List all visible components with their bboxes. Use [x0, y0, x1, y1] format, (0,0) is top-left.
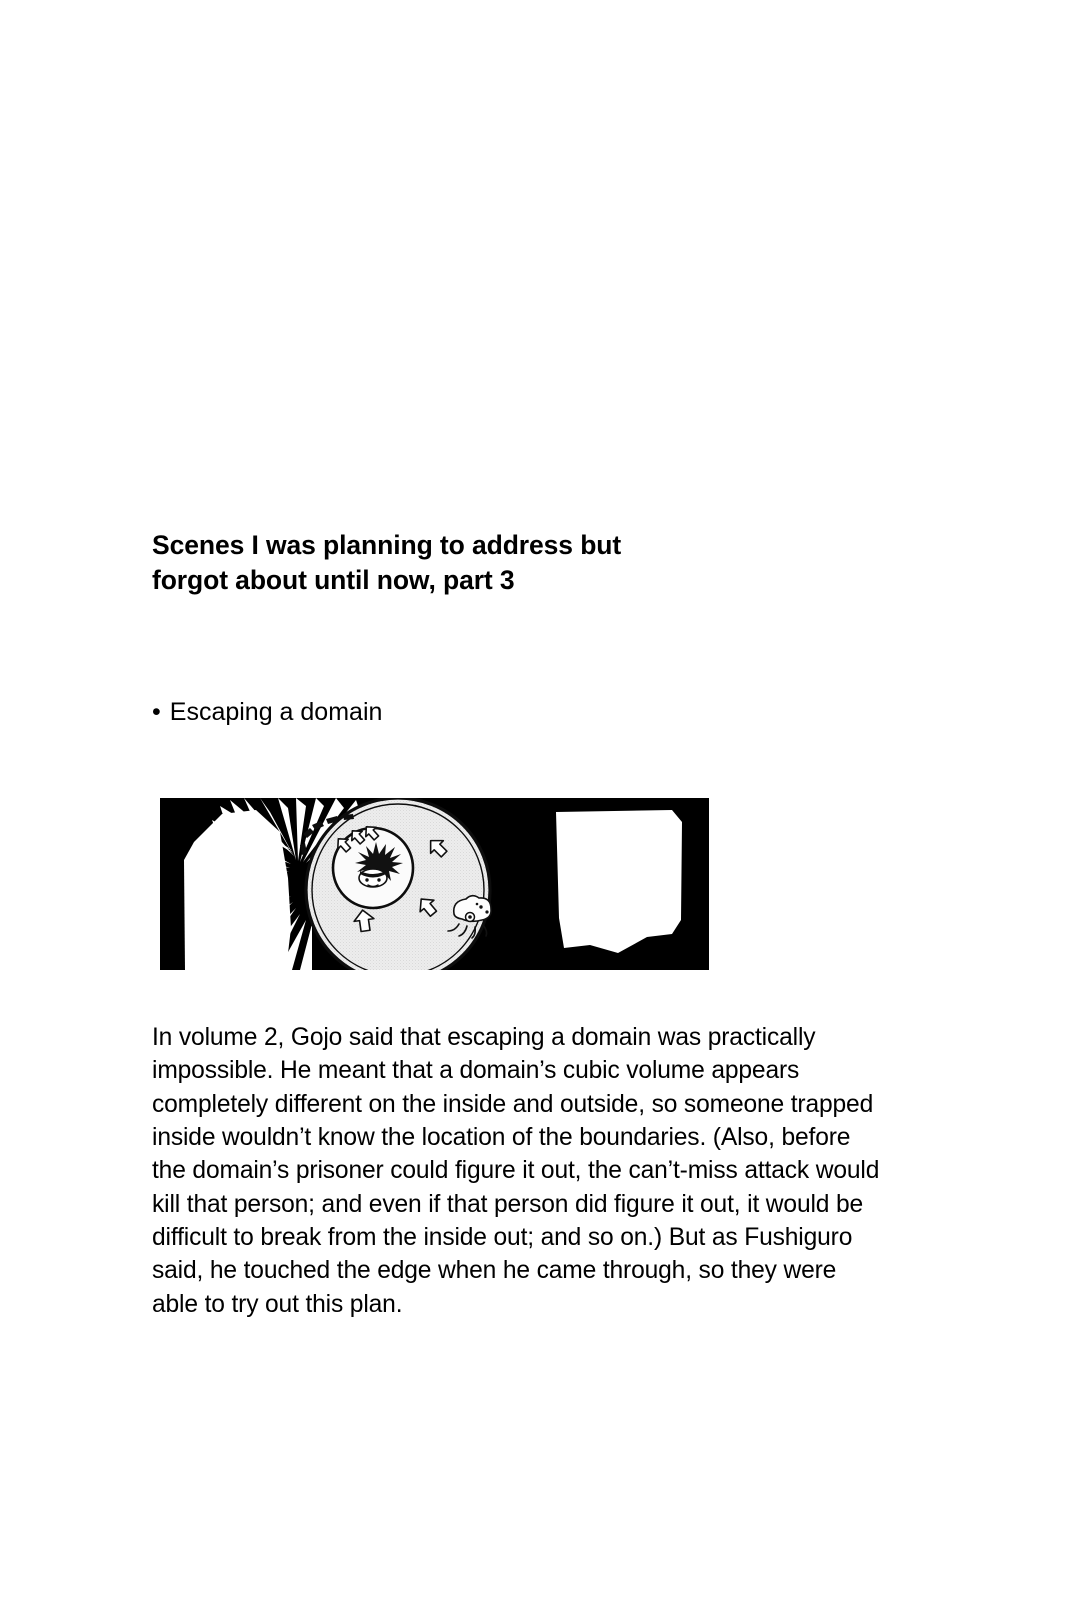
manga-panel-svg: [160, 798, 709, 970]
bullet-marker-icon: •: [152, 698, 161, 726]
manga-panel-illustration: [160, 798, 709, 970]
bullet-item: [152, 697, 752, 728]
silhouette-figure-right: [556, 810, 682, 953]
page-heading: Scenes I was planning to address but forgot about until now, part 3: [152, 530, 622, 595]
bullet-item-label: Escaping a domain: [169, 698, 383, 726]
body-paragraph: In volume 2, Gojo said that escaping a domain was practically impossible. He meant that a domain’s cubic volume appears completely different on the inside and outside, so someone trapped inside wouldn’t know the location of the boundaries. (Also, before the domain’s prisoner could figure it out, the can’t-miss attack would kill that person; and even if that person did figure it out, it would be difficult to break from the inside out; and so on.) But as Fushiguro said, he touched the edge when he came through, so they were able to try out this plan.: [152, 1024, 880, 1318]
